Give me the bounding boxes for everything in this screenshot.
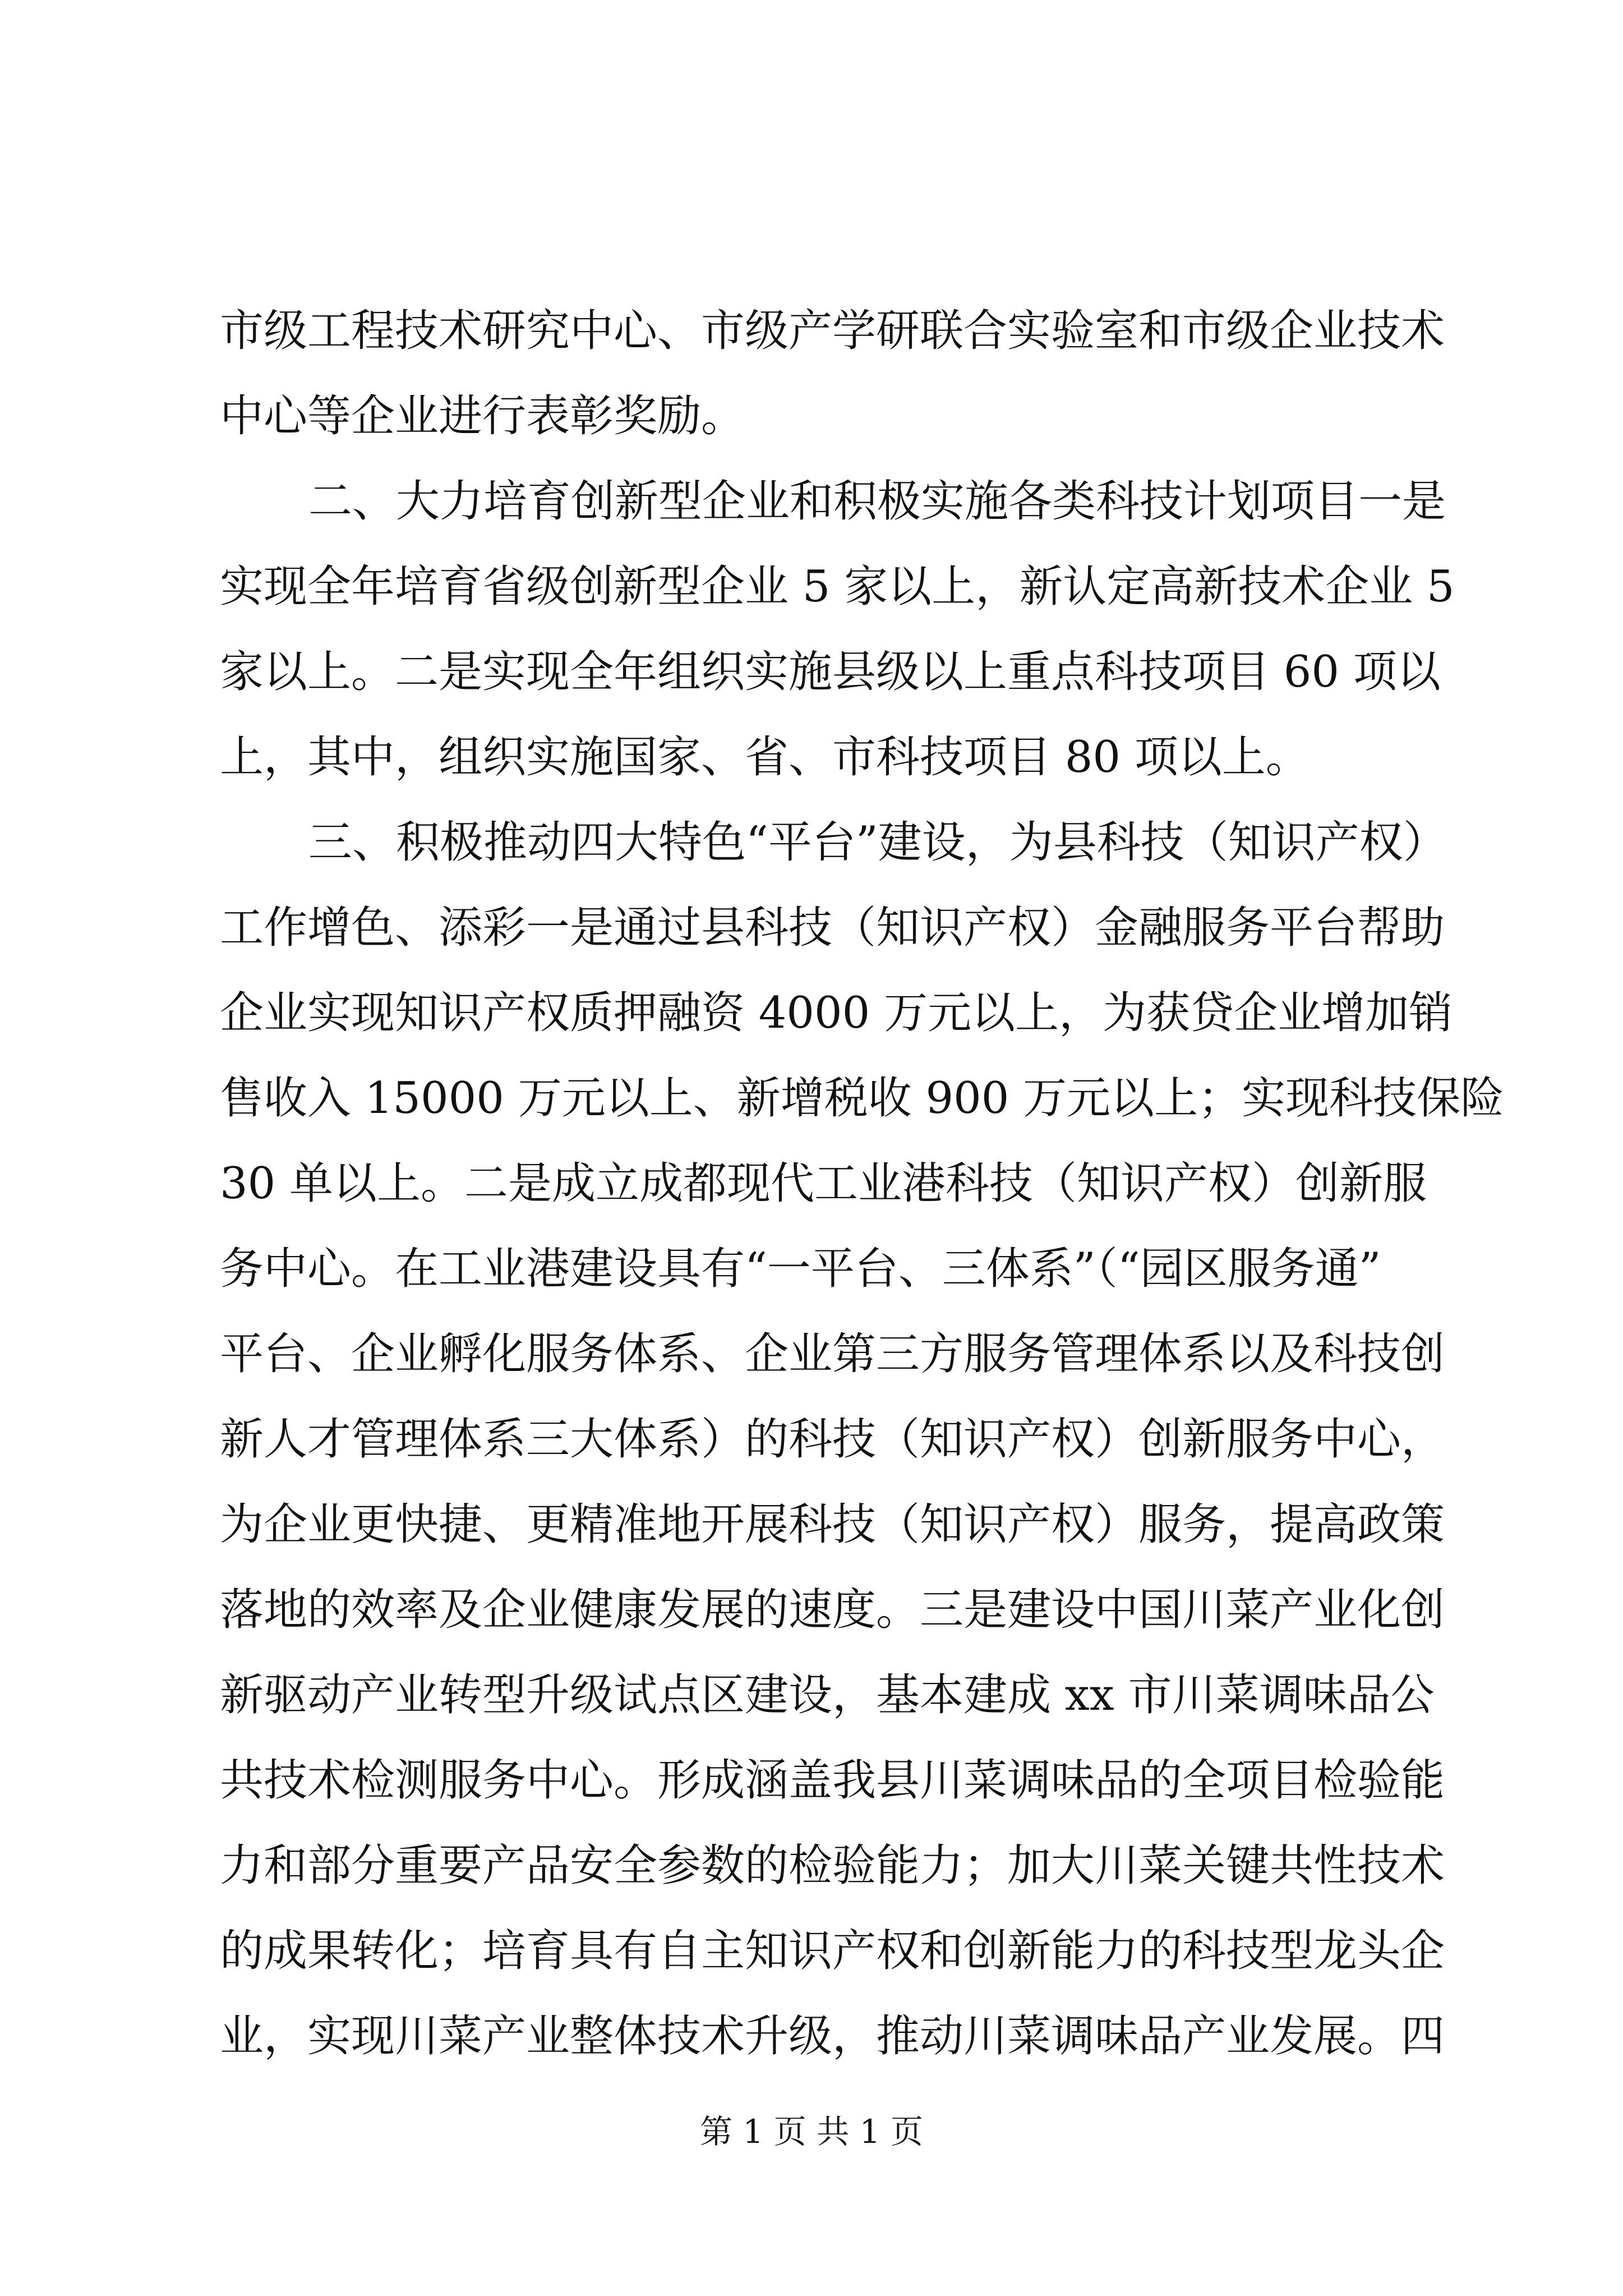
text-line: 为企业更快捷、更精准地开展科技（知识产权）服务，提高政策	[220, 1499, 1445, 1550]
text-line: 售收入 15000 万元以上、新增税收 900 万元以上；实现科技保险	[220, 1073, 1505, 1124]
text-line: 三、积极推动四大特色“平台”建设，为县科技（知识产权）	[308, 817, 1447, 868]
text-line: 业，实现川菜产业整体技术升级，推动川菜调味品产业发展。四	[220, 2011, 1445, 2062]
text-line: 新人才管理体系三大体系）的科技（知识产权）创新服务中心，	[220, 1414, 1445, 1465]
text-line: 上，其中，组织实施国家、省、市科技项目 80 项以上。	[220, 732, 1310, 783]
text-line: 市级工程技术研究中心、市级产学研联合实验室和市级企业技术	[220, 306, 1445, 356]
text-line: 二、大力培育创新型企业和积极实施各类科技计划项目一是	[308, 476, 1446, 527]
text-line: 新驱动产业转型升级试点区建设，基本建成 xx 市川菜调味品公	[220, 1670, 1435, 1720]
page-footer: 第 1 页 共 1 页	[700, 2113, 923, 2151]
text-line: 务中心。在工业港建设具有“一平台、三体系”（“园区服务通”	[220, 1244, 1381, 1294]
text-line: 家以上。二是实现全年组织实施县级以上重点科技项目 60 项以	[220, 647, 1441, 697]
text-line: 力和部分重要产品安全参数的检验能力；加大川菜关键共性技术	[220, 1841, 1445, 1891]
text-line: 的成果转化；培育具有自主知识产权和创新能力的科技型龙头企	[220, 1926, 1445, 1976]
text-line: 中心等企业进行表彰奖励。	[220, 391, 745, 441]
text-line: 共技术检测服务中心。形成涵盖我县川菜调味品的全项目检验能	[220, 1755, 1445, 1806]
text-line: 30 单以上。二是成立成都现代工业港科技（知识产权）创新服	[220, 1158, 1427, 1209]
text-line: 实现全年培育省级创新型企业 5 家以上，新认定高新技术企业 5	[220, 562, 1455, 612]
text-line: 平台、企业孵化服务体系、企业第三方服务管理体系以及科技创	[220, 1329, 1445, 1379]
document-body	[220, 288, 1505, 2079]
text-line: 工作增色、添彩一是通过县科技（知识产权）金融服务平台帮助	[220, 903, 1445, 953]
text-line: 企业实现知识产权质押融资 4000 万元以上，为获贷企业增加销	[220, 988, 1453, 1038]
text-line: 落地的效率及企业健康发展的速度。三是建设中国川菜产业化创	[220, 1585, 1445, 1635]
